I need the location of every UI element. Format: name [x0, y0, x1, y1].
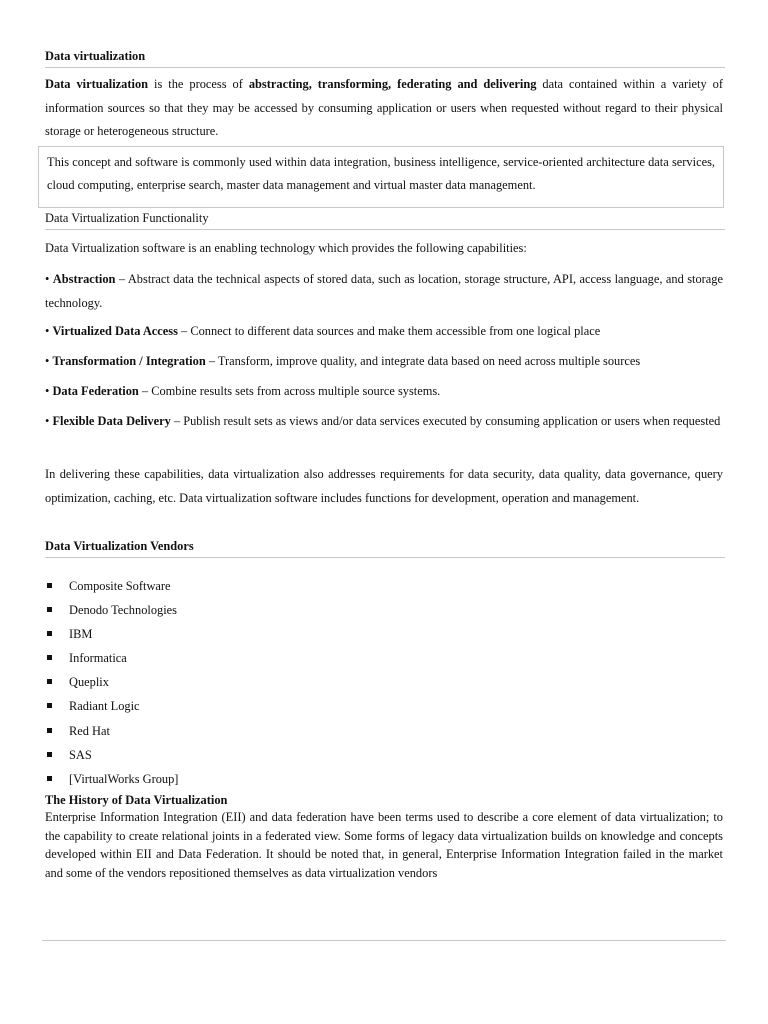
- square-bullet-icon: [47, 583, 52, 588]
- vendor-name: IBM: [69, 627, 93, 642]
- vendor-name: Informatica: [69, 651, 127, 666]
- vendor-name: SAS: [69, 747, 92, 762]
- closing-text: In delivering these capabilities, data virtualization also addresses requirements for data security, data quality, data governance, query optimization, caching, etc. Data virtualization software includes functions for development, operation and management.: [45, 467, 723, 505]
- capability-item: [45, 380, 723, 404]
- functionality-closing: [45, 463, 723, 510]
- section-heading-functionality: [45, 207, 725, 230]
- list-item: [45, 598, 178, 622]
- list-item: [45, 694, 178, 718]
- history-paragraph: [45, 808, 723, 882]
- bullet: •: [45, 414, 53, 428]
- section-heading-data-virtualization: [45, 45, 725, 68]
- concept-box: [38, 146, 724, 208]
- concept-box-text: This concept and software is commonly used within data integration, business intelligence, service-oriented architecture data services, cloud computing, enterprise search, master data management and virtual master data management.: [47, 155, 715, 192]
- bullet: •: [45, 272, 53, 286]
- capability-desc: – Combine results sets from across multiple source systems.: [138, 384, 441, 398]
- vendor-name: Red Hat: [69, 723, 110, 738]
- square-bullet-icon: [47, 607, 52, 612]
- heading-text: Data Virtualization Vendors: [45, 539, 194, 553]
- capability-term: Flexible Data Delivery: [52, 414, 171, 428]
- capability-term: Transformation / Integration: [52, 354, 206, 368]
- square-bullet-icon: [47, 752, 52, 757]
- square-bullet-icon: [47, 679, 52, 684]
- square-bullet-icon: [47, 631, 52, 636]
- list-item: [45, 743, 178, 767]
- capability-desc: – Abstract data the technical aspects of stored data, such as location, storage structure, API, access language, and storage technology.: [45, 272, 723, 310]
- definition-mid: is the process of: [148, 77, 249, 91]
- definition-rest: data contained within a variety of information sources so that they may be accessed by consuming application or users when requested without regard to their physical storage or heterogeneous structure.: [45, 77, 723, 138]
- square-bullet-icon: [47, 776, 52, 781]
- square-bullet-icon: [47, 728, 52, 733]
- square-bullet-icon: [47, 703, 52, 708]
- capability-term: Virtualized Data Access: [52, 324, 178, 338]
- section-heading-vendors: [45, 535, 725, 558]
- definition-term: Data virtualization: [45, 77, 149, 91]
- list-item: [45, 719, 178, 743]
- capability-desc: – Publish result sets as views and/or data services executed by consuming application or users when requested: [170, 414, 721, 428]
- bullet: •: [45, 384, 53, 398]
- capability-item: [45, 410, 723, 434]
- list-item: [45, 574, 178, 598]
- footer-divider: [42, 940, 726, 941]
- vendor-list: [45, 574, 178, 791]
- vendor-name: Composite Software: [69, 579, 171, 593]
- square-bullet-icon: [47, 655, 52, 660]
- heading-text: Data virtualization: [45, 49, 146, 63]
- capability-desc: – Connect to different data sources and make them accessible from one logical place: [177, 324, 601, 338]
- definition-paragraph: [45, 73, 723, 144]
- capability-item: [45, 350, 723, 374]
- vendor-name: Radiant Logic: [69, 699, 140, 714]
- intro-text: Data Virtualization software is an enabling technology which provides the following capabilities:: [45, 241, 527, 255]
- capability-desc: – Transform, improve quality, and integrate data based on need across multiple sources: [205, 354, 641, 368]
- vendor-name: Queplix: [69, 675, 109, 690]
- list-item: [45, 646, 178, 670]
- history-heading: The History of Data Virtualization: [45, 793, 228, 807]
- capability-item: [45, 268, 723, 315]
- list-item: [45, 670, 178, 694]
- bullet: •: [45, 354, 53, 368]
- capability-item: [45, 320, 723, 344]
- definition-bold: abstracting, transforming, federating and delivering: [248, 77, 537, 91]
- list-item: [45, 622, 178, 646]
- vendor-name: [VirtualWorks Group]: [69, 771, 179, 786]
- history-text: Enterprise Information Integration (EII) and data federation have been terms used to describe a core element of data virtualization; to the capability to create relational joints in a federated view. Some forms of legacy data virtualization builds on knowledge and concepts developed within EII and Data Federation. It should be noted that, in general, Enterprise Information Integration failed in the market and some of the vendors repositioned themselves as data virtualization vendors: [45, 810, 723, 880]
- vendor-name: Denodo Technologies: [69, 603, 177, 618]
- list-item: [45, 767, 178, 791]
- heading-text: Data Virtualization Functionality: [45, 211, 209, 225]
- bullet: •: [45, 324, 53, 338]
- capability-term: Data Federation: [52, 384, 139, 398]
- functionality-intro: [45, 237, 723, 261]
- capability-term: Abstraction: [52, 272, 116, 286]
